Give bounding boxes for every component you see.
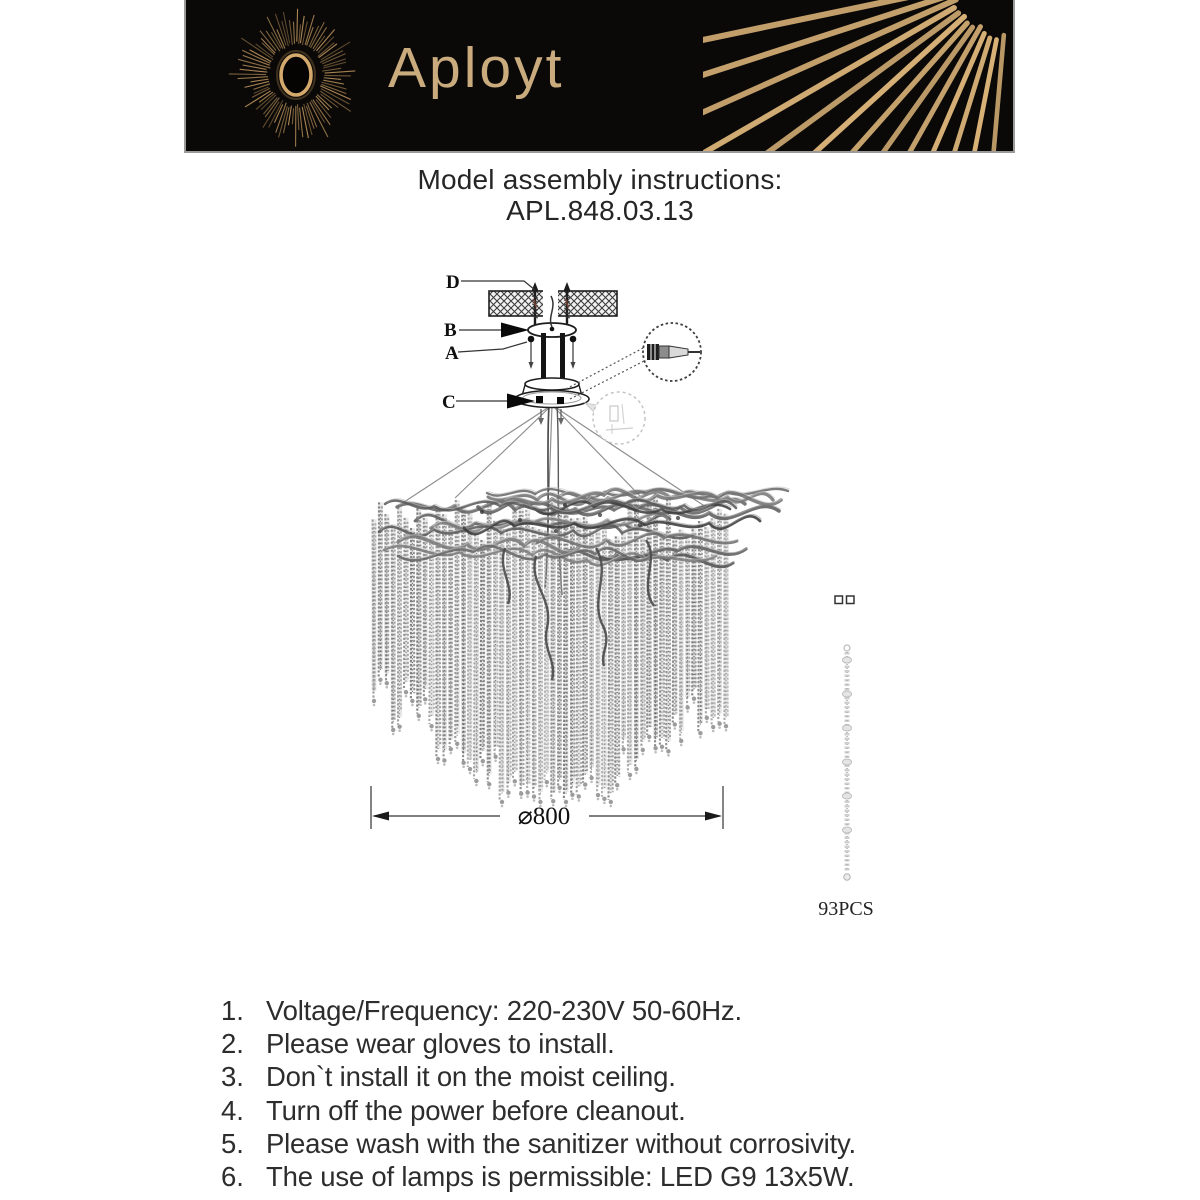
item-text: Don`t install it on the moist ceiling. (266, 1061, 676, 1093)
item-text: Please wash with the sanitizer without corrosivity. (266, 1127, 856, 1159)
item-number: 6. (221, 1160, 244, 1192)
item-number: 3. (221, 1061, 244, 1093)
list-item (0, 994, 1200, 1027)
item-number: 4. (221, 1094, 244, 1126)
list-item (0, 1160, 1200, 1193)
item-text: Turn off the power before cleanout. (266, 1094, 686, 1126)
item-number: 2. (221, 1028, 244, 1060)
label-b: B (444, 320, 457, 341)
instruction-list (0, 994, 1200, 1193)
assembly-art (371, 281, 854, 880)
diameter-label: ⌀800 (517, 803, 571, 830)
label-c: C (442, 392, 456, 413)
strand-count-label: 93PCS (818, 898, 874, 920)
label-d: D (446, 272, 460, 293)
model-number: APL.848.03.13 (506, 195, 694, 226)
page-title: Model assembly instructions: (417, 164, 783, 195)
item-text: Please wear gloves to install. (266, 1028, 615, 1060)
item-text: The use of lamps is permissible: LED G9 13x5W. (266, 1160, 855, 1192)
brand-wordmark: Aployt (388, 36, 565, 100)
list-item (0, 1127, 1200, 1160)
label-a: A (445, 343, 459, 364)
list-item (0, 1094, 1200, 1127)
list-item (0, 1027, 1200, 1060)
item-number: 5. (221, 1127, 244, 1159)
list-item (0, 1060, 1200, 1093)
item-text: Voltage/Frequency: 220-230V 50-60Hz. (266, 995, 742, 1026)
item-number: 1. (221, 995, 244, 1026)
